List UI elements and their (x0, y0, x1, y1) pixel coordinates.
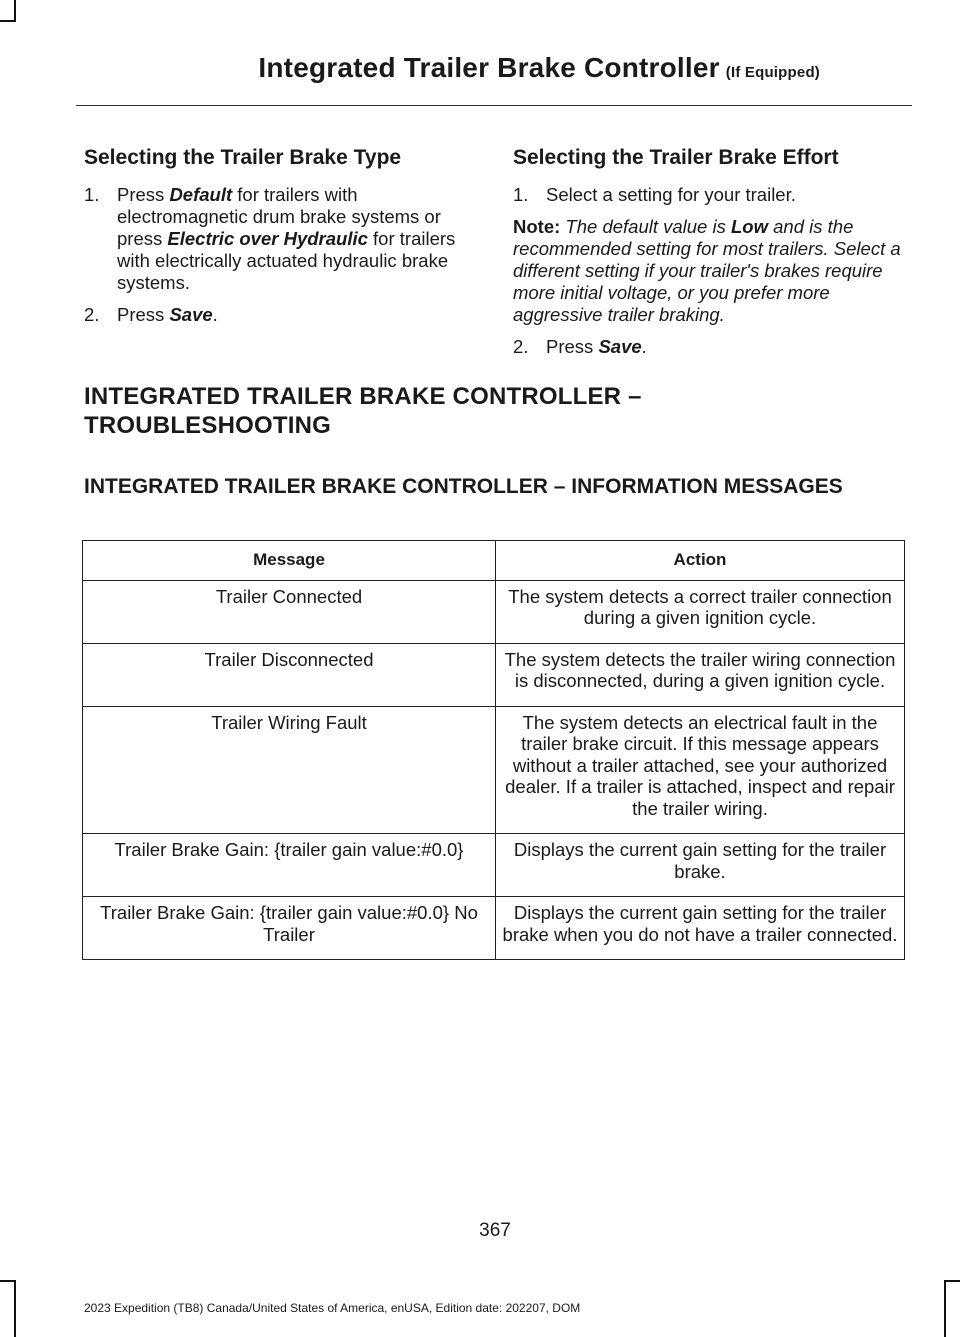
header-title-suffix: (If Equipped) (725, 64, 820, 81)
action-cell: The system detects the trailer wiring connection is disconnected, during a given ignition cycle. (496, 643, 905, 706)
crop-mark-bottom-left (14, 1280, 16, 1337)
header-divider (76, 105, 912, 106)
step-text: for trailers with electromagnetic drum brake systems or press (117, 184, 441, 249)
action-cell: The system detects an electrical fault in the trailer brake circuit. If this message appears without a trailer attached, see your authorized dealer. If a trailer is attached, inspect and repair the trailer wiring. (496, 706, 905, 834)
message-cell: Trailer Disconnected (83, 643, 496, 706)
subsection-title: INTEGRATED TRAILER BRAKE CONTROLLER – INFORMATION MESSAGES (84, 475, 843, 498)
message-cell: Trailer Wiring Fault (83, 706, 496, 834)
step-number: 1. (513, 184, 529, 205)
page-number: 367 (479, 1220, 511, 1241)
action-cell: Displays the current gain setting for the trailer brake when you do not have a trailer connected. (496, 897, 905, 960)
right-column (513, 146, 903, 368)
section-title-line-1: INTEGRATED TRAILER BRAKE CONTROLLER – (84, 383, 642, 410)
step-text: Select a setting for your trailer. (546, 184, 796, 205)
section-title-line-2: TROUBLESHOOTING (84, 412, 331, 439)
column-header-action: Action (496, 541, 905, 581)
crop-mark-top-left-h (0, 20, 16, 22)
table-row (83, 834, 905, 897)
left-column (84, 146, 474, 336)
left-step-2 (84, 304, 474, 326)
note-text: The default value is (560, 216, 731, 237)
table-row (83, 580, 905, 643)
right-step-1 (513, 184, 903, 206)
step-emphasis: Save (598, 336, 642, 357)
section-title (84, 382, 642, 440)
step-text: . (641, 336, 647, 357)
step-number: 1. (84, 184, 100, 205)
left-heading: Selecting the Trailer Brake Type (84, 146, 402, 169)
step-text: . (212, 304, 218, 325)
left-step-1 (84, 184, 474, 294)
table-row (83, 643, 905, 706)
step-text: Press (117, 184, 170, 205)
step-text: for trailers with electrically actuated hydraulic brake systems. (117, 228, 456, 293)
step-emphasis: Default (169, 184, 233, 205)
step-text: Press (546, 336, 599, 357)
right-heading: Selecting the Trailer Brake Effort (513, 146, 839, 169)
message-cell: Trailer Connected (83, 580, 496, 643)
column-header-message: Message (83, 541, 496, 581)
message-cell: Trailer Brake Gain: {trailer gain value:#0.0} No Trailer (83, 897, 496, 960)
action-cell: The system detects a correct trailer connection during a given ignition cycle. (496, 580, 905, 643)
table-header-row (83, 541, 905, 581)
note-block (513, 216, 903, 326)
table-row (83, 897, 905, 960)
right-step-2 (513, 336, 903, 358)
crop-mark-bottom-right-h (944, 1280, 960, 1282)
step-number: 2. (513, 336, 529, 357)
page-header-title (258, 52, 820, 84)
action-cell: Displays the current gain setting for the trailer brake. (496, 834, 905, 897)
footer-edition-info: 2023 Expedition (TB8) Canada/United States of America, enUSA, Edition date: 202207, DOM (84, 1301, 581, 1315)
note-label: Note: (513, 216, 561, 237)
crop-mark-top-left (14, 0, 16, 22)
crop-mark-bottom-right (944, 1280, 946, 1337)
note-text: and is the recommended setting for most trailers. Select a different setting if your trailer's brakes require more initial voltage, or you prefer more aggressive trailer braking. (513, 216, 901, 325)
step-emphasis: Save (169, 304, 213, 325)
header-title-text: Integrated Trailer Brake Controller (258, 52, 720, 83)
step-emphasis: Electric over Hydraulic (167, 228, 368, 249)
message-cell: Trailer Brake Gain: {trailer gain value:#0.0} (83, 834, 496, 897)
table-row (83, 706, 905, 834)
step-number: 2. (84, 304, 100, 325)
messages-table (82, 540, 905, 960)
note-emphasis: Low (731, 216, 768, 237)
crop-mark-bottom-left-h (0, 1280, 16, 1282)
step-text: Press (117, 304, 170, 325)
